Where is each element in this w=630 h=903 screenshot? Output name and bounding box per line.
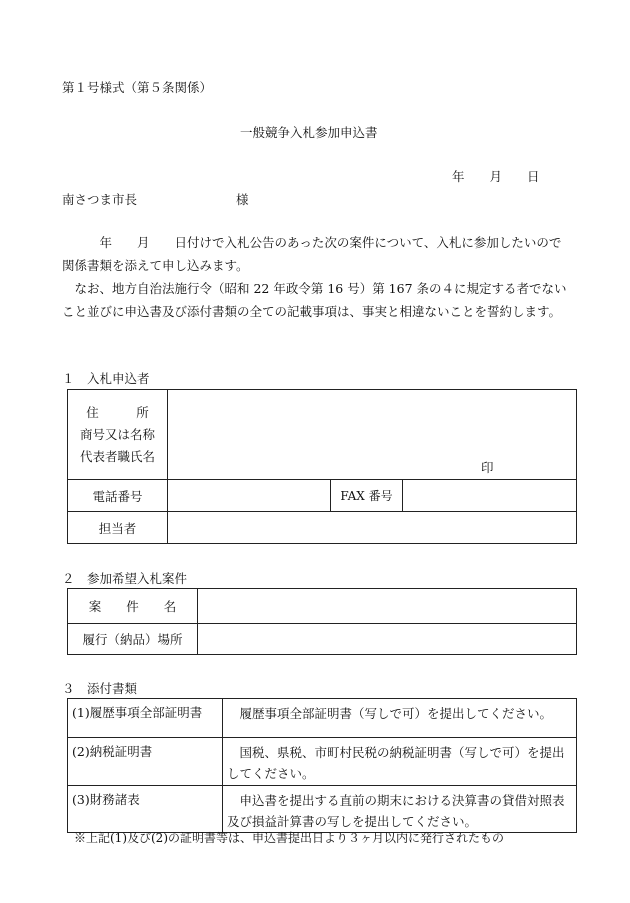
section3-title: ３ 添付書類 [62,681,138,696]
delivery-place-label: 履行（納品）場所 [68,624,198,655]
attachment-label: (2)納税証明書 [68,738,223,786]
company-label: 商号又は名称 [79,426,155,442]
representative-label: 代表者職氏名 [79,448,155,464]
applicant-value-cell[interactable] [168,390,577,480]
paragraph-pledge: なお、地方自治法施行令（昭和 22 年政令第 16 号）第 167 条の４に規定する者でないこと並びに申込書及び添付書類の全ての記載事項は、事実と相違ないことを誓約します。 [62,281,567,319]
phone-value-cell[interactable] [168,480,331,512]
phone-label: 電話番号 [68,480,168,512]
case-name-label: 案 件 名 [68,589,198,624]
delivery-place-value-cell[interactable] [198,624,577,655]
person-in-charge-value-cell[interactable] [168,512,577,544]
date-line: 年 月 日 [452,169,540,184]
addressee-mayor: 南さつま市長 [62,192,138,207]
footnote: ※上記(1)及び(2)の証明書等は、申込書提出日より３ヶ月以内に発行されたもの [74,831,504,845]
form-number: 第１号様式（第５条関係） [62,80,213,95]
bid-case-table [67,588,577,655]
person-in-charge-label: 担当者 [68,512,168,544]
section2-title: ２ 参加希望入札案件 [62,571,188,586]
section1-title: １ 入札申込者 [62,371,150,386]
case-name-value-cell[interactable] [198,589,577,624]
paragraph-application: 年 月 日付けで入札公告のあった次の案件について、入札に参加したいので関係書類を添えて申し込みます。 [62,235,562,273]
document-title: 一般競争入札参加申込書 [240,125,378,140]
attachment-description: 履歴事項全部証明書（写しで可）を提出してください。 [223,699,577,738]
applicant-table [67,389,577,544]
attachment-description: 申込書を提出する直前の期末における決算書の貸借対照表及び損益計算書の写しを提出してください。 [223,786,577,833]
attachment-label: (3)財務諸表 [68,786,223,833]
fax-value-cell[interactable] [403,480,577,512]
fax-label: FAX 番号 [331,480,403,512]
attachments-table [67,698,577,833]
applicant-labels-cell [68,390,168,480]
address-label: 住 所 [86,404,149,420]
attachment-description: 国税、県税、市町村民税の納税証明書（写しで可）を提出してください。 [223,738,577,786]
addressee-honorific: 様 [236,192,249,207]
seal-mark: 印 [481,460,494,475]
attachment-label: (1)履歴事項全部証明書 [68,699,223,738]
